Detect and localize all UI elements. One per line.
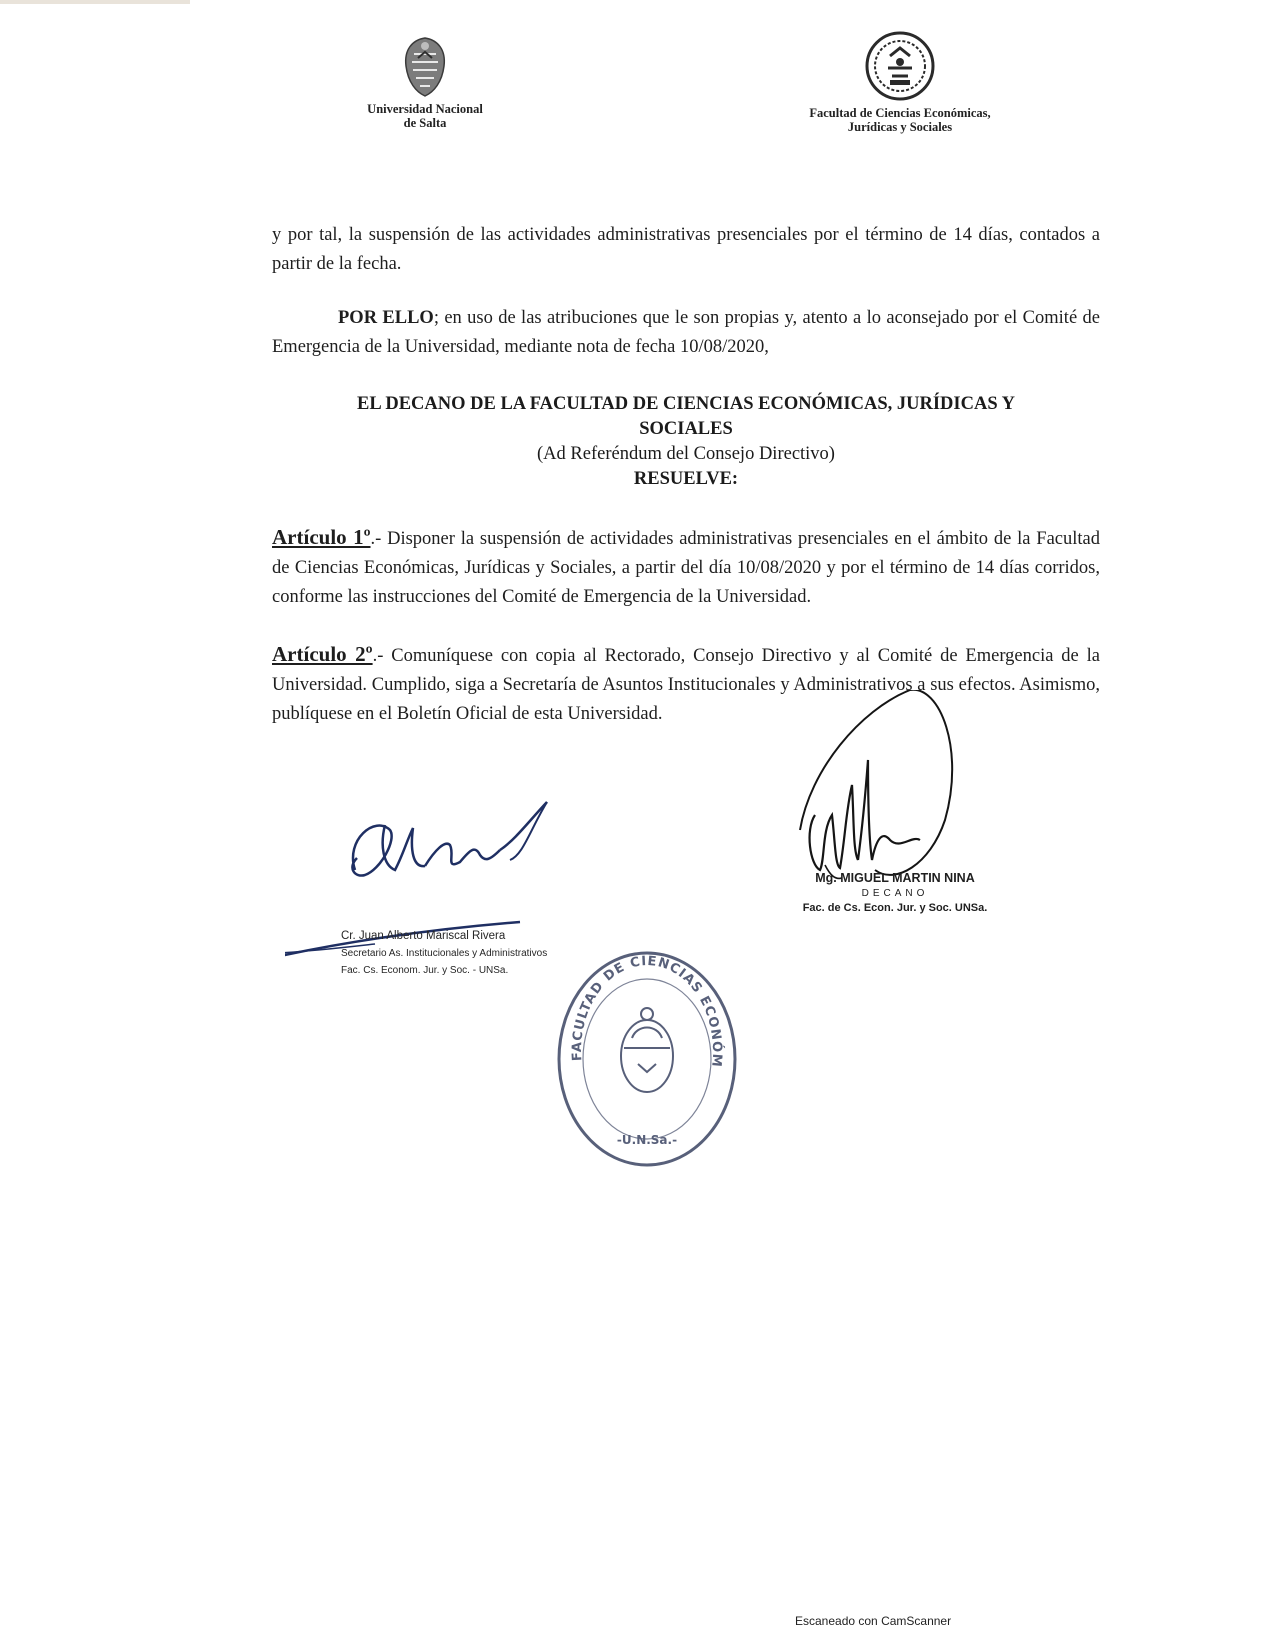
article-2-text: .- Comuníquese con copia al Rectorado, Consejo Directivo y al Comité de Emergencia de la Universidad. Cumplido, siga a Secretaría de Asuntos Institucionales y Administrativos a sus efectos. Asimismo, publíquese en el Boletín Oficial de esta Universidad.: [272, 646, 1100, 724]
dean-unit: Fac. de Cs. Econ. Jur. y Soc. UNSa.: [802, 902, 988, 914]
university-name-line1: Universidad Nacional: [367, 102, 483, 116]
faculty-name-line1: Facultad de Ciencias Económicas,: [809, 106, 991, 120]
article-1: [272, 523, 1100, 612]
seal-bottom-text: -U.N.Sa.-: [616, 1133, 678, 1147]
secretary-role: Secretario As. Institucionales y Administrativos: [341, 948, 548, 959]
secretary-signature-block: [285, 800, 575, 1010]
secretary-unit: Fac. Cs. Econom. Jur. y Soc. - UNSa.: [341, 965, 509, 976]
svg-text:FACULTAD DE CIENCIAS ECONÓMICA: [552, 946, 725, 1068]
page-edge: [0, 0, 190, 4]
article-1-text: .- Disponer la suspensión de actividades administrativas presenciales en el ámbito de la Facultad de Ciencias Económicas, Jurídicas y Sociales, a partir del día 10/08/2020 y por el término de 14 días corridos, conforme las instrucciones del Comité de Emergencia de la Universidad.: [272, 529, 1100, 607]
heading-line-2: SOCIALES: [639, 419, 733, 439]
resolution-heading: [272, 392, 1100, 492]
dean-name: Mg. MIGUEL MARTIN NINA: [815, 871, 975, 885]
heading-line-1: EL DECANO DE LA FACULTAD DE CIENCIAS ECONÓMICAS, JURÍDICAS Y: [357, 394, 1015, 414]
dean-role: DECANO: [861, 888, 929, 899]
por-ello-text: ; en uso de las atribuciones que le son propias y, atento a lo aconsejado por el Comité de Emergencia de la Universidad, mediante nota de fecha 10/08/2020,: [272, 308, 1100, 357]
university-name-line2: de Salta: [403, 116, 447, 130]
faculty-round-emblem-icon: [864, 30, 936, 102]
dean-signature-block: [780, 690, 1010, 940]
article-1-label: Artículo 1º: [272, 525, 371, 549]
intro-paragraph: y por tal, la suspensión de las actividades administrativas presenciales por el término de 14 días, contados a partir de la fecha.: [272, 225, 1100, 274]
heading-line-3: (Ad Referéndum del Consejo Directivo): [537, 444, 835, 464]
university-header: [340, 36, 510, 130]
scanner-footer: Escaneado con CamScanner: [795, 1614, 952, 1628]
heading-line-4: RESUELVE:: [633, 469, 739, 489]
seal-ring-text: FACULTAD DE CIENCIAS ECONÓM: [569, 953, 725, 1069]
faculty-header: [780, 30, 1020, 134]
secretary-name: Cr. Juan Alberto Mariscal Rivera: [341, 930, 506, 942]
por-ello-label: POR ELLO: [338, 308, 434, 328]
faculty-name-line2: Jurídicas y Sociales: [847, 120, 953, 134]
university-crest-icon: [402, 36, 448, 98]
article-2-label: Artículo 2º: [272, 642, 373, 666]
por-ello-paragraph: [272, 304, 1100, 362]
official-seal-icon: [552, 946, 742, 1172]
